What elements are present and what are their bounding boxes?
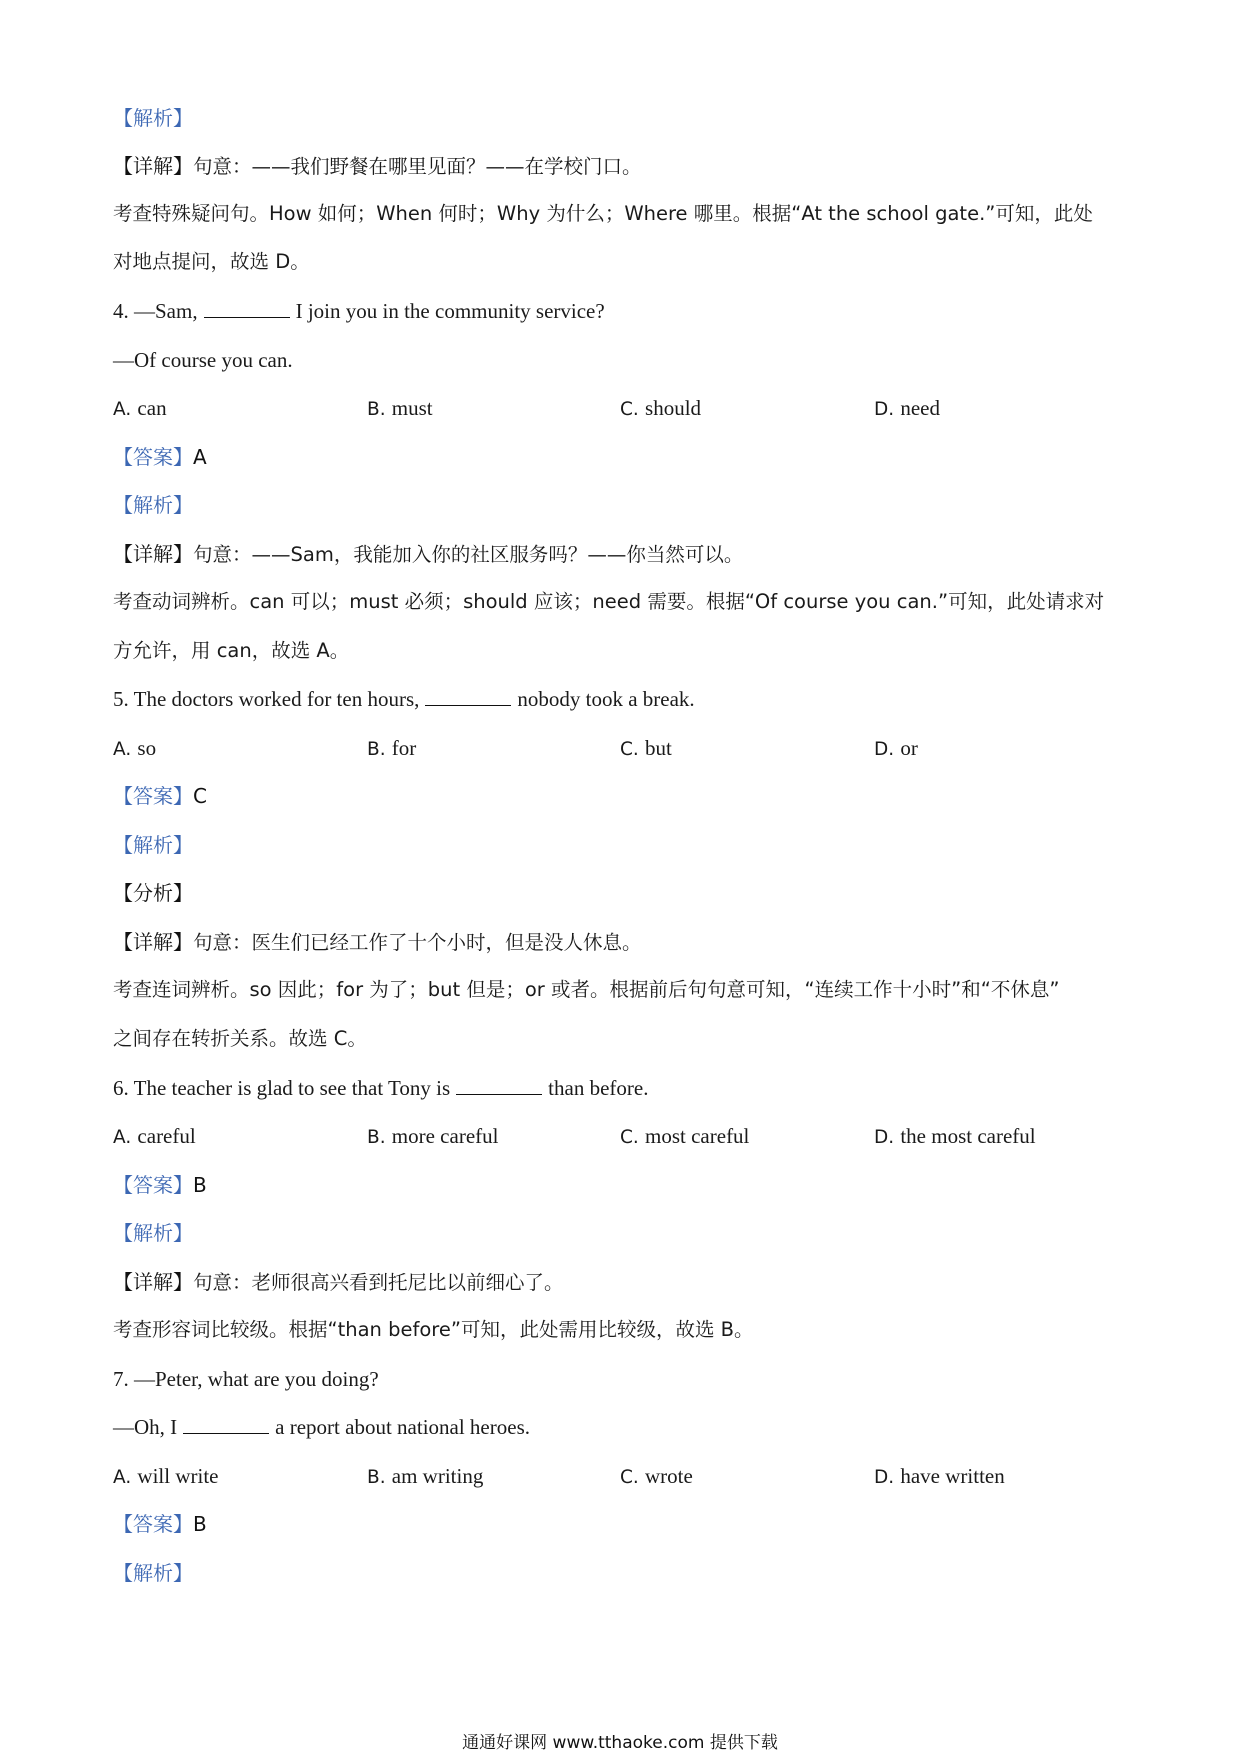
q4-option-a: A. can xyxy=(113,396,167,420)
q7-reply xyxy=(113,1413,530,1441)
q5-answer-value: C xyxy=(193,784,207,808)
q6-stem-after: than before. xyxy=(548,1076,649,1100)
q4-detail xyxy=(113,540,743,569)
answer-label: 【答案】 xyxy=(113,784,193,808)
analysis-label: 【解析】 xyxy=(113,833,193,857)
analysis-label: 【解析】 xyxy=(113,1221,193,1245)
q5-detail-text: 句意：医生们已经工作了十个小时，但是没人休息。 xyxy=(193,931,642,954)
q6-explain-line-1: 考查形容词比较级。根据“than before”可知，此处需用比较级，故选 B。 xyxy=(113,1318,754,1341)
q5-option-c: C. but xyxy=(620,736,672,760)
breakdown-label: 【分析】 xyxy=(113,881,193,905)
q4-reply: —Of course you can. xyxy=(113,348,293,372)
q4-option-c: C. should xyxy=(620,396,702,420)
q5-blank xyxy=(425,687,511,706)
q7-answer xyxy=(113,1510,207,1538)
q4-stem-before: 4. —Sam, xyxy=(113,299,198,323)
analysis-label: 【解析】 xyxy=(113,106,193,130)
analysis-label: 【解析】 xyxy=(113,493,193,517)
q5-answer xyxy=(113,782,207,810)
q7-reply-after: a report about national heroes. xyxy=(275,1415,530,1439)
q7-option-b: B. am writing xyxy=(367,1464,484,1488)
answer-label: 【答案】 xyxy=(113,1173,193,1197)
q3-detail xyxy=(113,152,642,181)
q6-option-a: A. careful xyxy=(113,1124,196,1148)
q5-stem-before: 5. The doctors worked for ten hours, xyxy=(113,687,420,711)
detail-label: 【详解】 xyxy=(113,1270,193,1294)
q5-detail xyxy=(113,928,642,957)
q4-explain-line-1: 考查动词辨析。can 可以；must 必须；should 应该；need 需要。根据“Of course you can.”可知，此处请求对 xyxy=(113,590,1105,613)
q5-option-a: A. so xyxy=(113,736,157,760)
q3-explain-line-1: 考查特殊疑问句。How 如何；When 何时；Why 为什么；Where 哪里。根据“At the school gate.”可知，此处 xyxy=(113,202,1093,225)
q6-detail-text: 句意：老师很高兴看到托尼比以前细心了。 xyxy=(193,1271,564,1294)
q6-blank xyxy=(456,1076,542,1095)
q4-stem-after: I join you in the community service? xyxy=(295,299,605,323)
q4-option-b: B. must xyxy=(367,396,433,420)
q4-options xyxy=(113,394,1013,422)
q6-options xyxy=(113,1122,1036,1150)
answer-label: 【答案】 xyxy=(113,445,193,469)
q4-option-d: D. need xyxy=(874,396,940,420)
detail-label: 【详解】 xyxy=(113,930,193,954)
q6-option-b: B. more careful xyxy=(367,1124,499,1148)
q5-options xyxy=(113,734,1013,762)
q7-option-d: D. have written xyxy=(874,1464,1005,1488)
q3-explain-line-2: 对地点提问，故选 D。 xyxy=(113,250,310,273)
detail-label: 【详解】 xyxy=(113,154,193,178)
q5-explain-line-1: 考查连词辨析。so 因此；for 为了；but 但是；or 或者。根据前后句句意可知，“连续工作十小时”和“不休息” xyxy=(113,978,1060,1001)
q6-answer-value: B xyxy=(193,1173,207,1197)
footer-text: 通通好课网 www.tthaoke.com 提供下载 xyxy=(462,1733,778,1753)
q5-option-b: B. for xyxy=(367,736,417,760)
q7-blank xyxy=(183,1415,269,1434)
q4-explain-line-2: 方允许，用 can，故选 A。 xyxy=(113,639,350,662)
q6-option-d: D. the most careful xyxy=(874,1124,1036,1148)
q4-blank xyxy=(204,299,290,318)
q4-detail-text: 句意：——Sam，我能加入你的社区服务吗？——你当然可以。 xyxy=(193,543,744,566)
q7-option-c: C. wrote xyxy=(620,1464,693,1488)
q7-stem: 7. —Peter, what are you doing? xyxy=(113,1367,379,1391)
q6-option-c: C. most careful xyxy=(620,1124,750,1148)
q7-options xyxy=(113,1462,1013,1490)
q5-option-d: D. or xyxy=(874,736,918,760)
q5-explain-line-2: 之间存在转折关系。故选 C。 xyxy=(113,1027,367,1050)
q4-stem xyxy=(113,297,605,325)
q5-stem-after: nobody took a break. xyxy=(517,687,695,711)
q5-stem xyxy=(113,685,695,713)
q7-reply-before: —Oh, I xyxy=(113,1415,178,1439)
q4-answer-value: A xyxy=(193,445,207,469)
q6-stem xyxy=(113,1074,648,1102)
analysis-label: 【解析】 xyxy=(113,1561,193,1585)
q3-detail-text: 句意：——我们野餐在哪里见面？——在学校门口。 xyxy=(193,155,642,178)
q6-detail xyxy=(113,1268,564,1297)
q6-stem-before: 6. The teacher is glad to see that Tony is xyxy=(113,1076,451,1100)
q6-answer xyxy=(113,1171,207,1199)
q7-answer-value: B xyxy=(193,1512,207,1536)
q4-answer xyxy=(113,443,207,471)
q7-option-a: A. will write xyxy=(113,1464,219,1488)
detail-label: 【详解】 xyxy=(113,542,193,566)
answer-label: 【答案】 xyxy=(113,1512,193,1536)
